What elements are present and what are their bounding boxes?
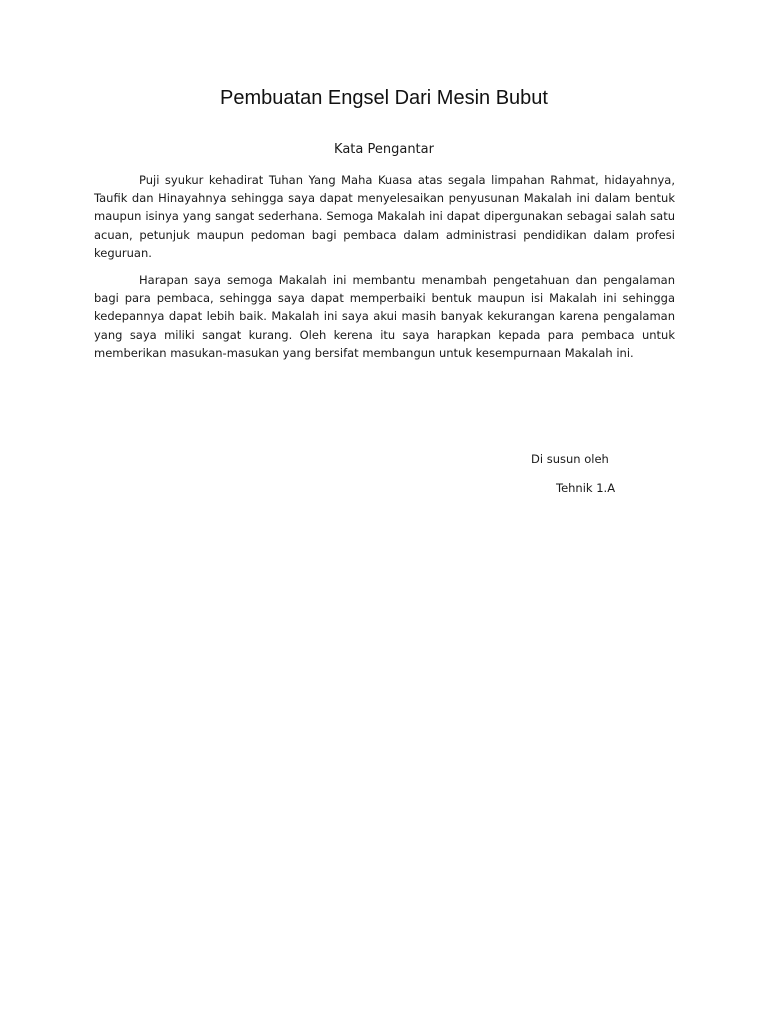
paragraph-1: Puji syukur kehadirat Tuhan Yang Maha Kuasa atas segala limpahan Rahmat, hidayahnya, Taufik dan Hinayahnya sehingga saya dapat menyelesaikan penyusunan Makalah ini dalam bentuk maupun isinya yang sangat sederhana. Semoga Makalah ini dapat dipergunakan sebagai salah satu acuan, petunjuk maupun pedoman bagi pembaca dalam administrasi pendidikan dalam profesi keguruan. <box>94 173 675 260</box>
paragraph-2: Harapan saya semoga Makalah ini membantu menambah pengetahuan dan pengalaman bagi para pembaca, sehingga saya dapat memperbaiki bentuk maupun isi Makalah ini sehingga kedepannya dapat lebih baik. Makalah ini saya akui masih banyak kekurangan karena pengalaman yang saya miliki sangat kurang. Oleh kerena itu saya harapkan kepada para pembaca untuk memberikan masukan-masukan yang bersifat membangun untuk kesempurnaan Makalah ini. <box>94 273 675 360</box>
signature-label: Di susun oleh <box>531 452 609 466</box>
signature-author: Tehnik 1.A <box>556 481 616 495</box>
document-title: Pembuatan Engsel Dari Mesin Bubut <box>220 87 548 109</box>
section-heading: Kata Pengantar <box>334 142 434 157</box>
